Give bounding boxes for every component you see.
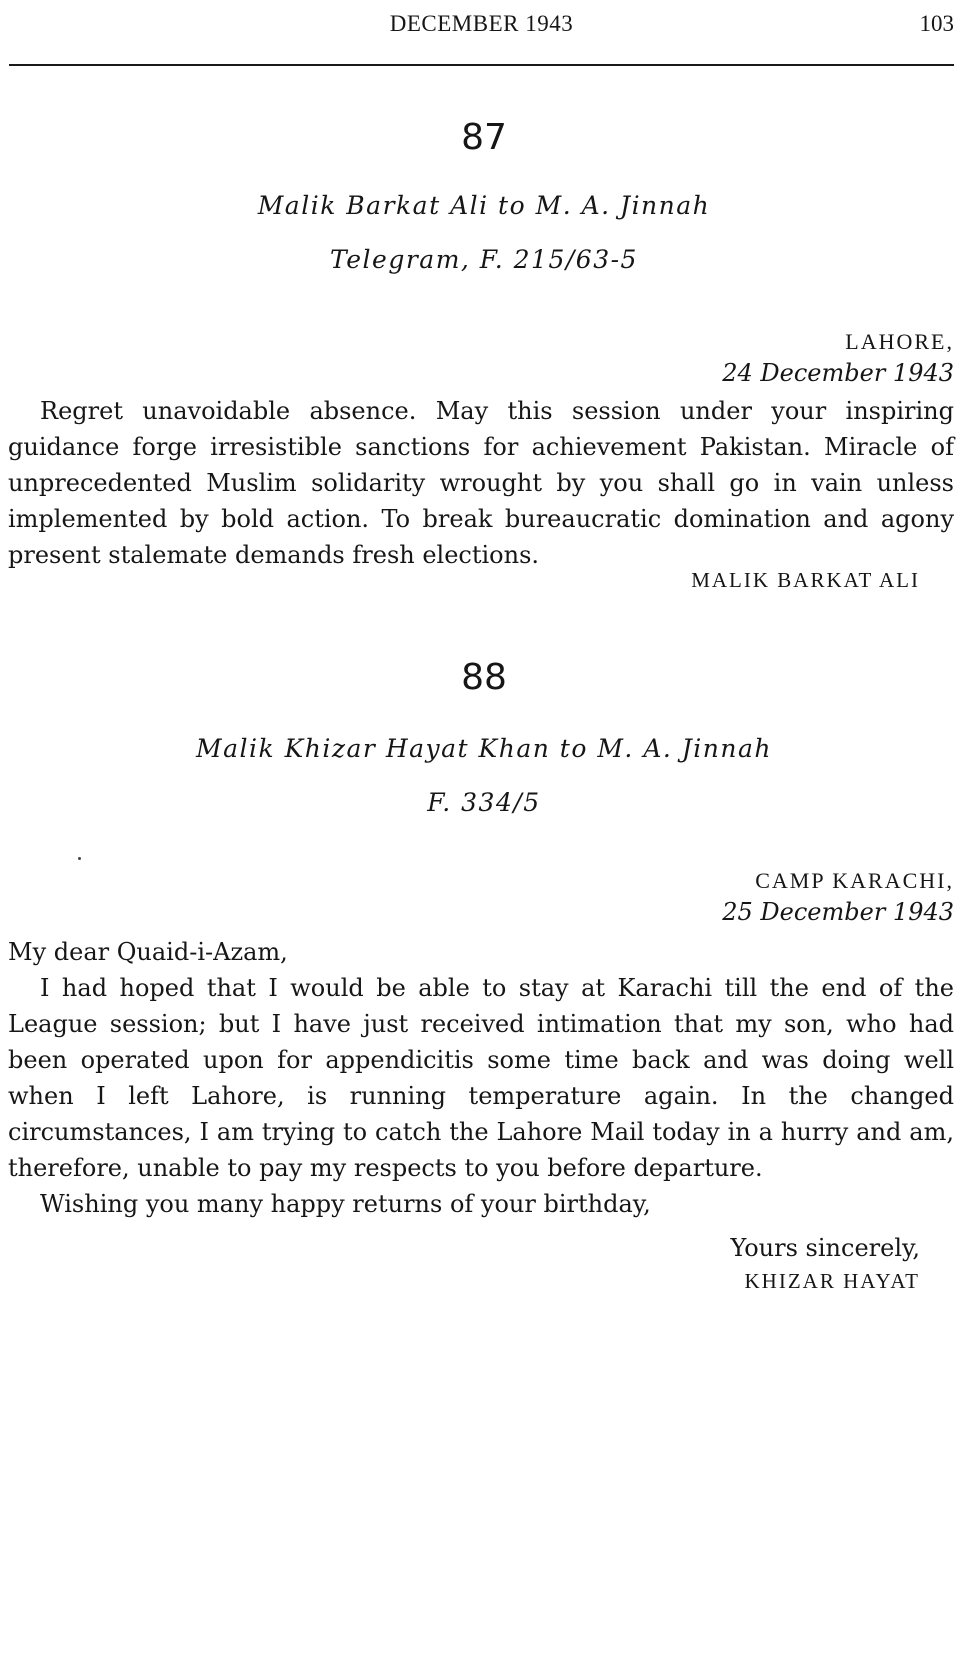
- document-reference: Telegram, F. 215/63-5: [330, 245, 638, 274]
- document-place: CAMP KARACHI,: [755, 868, 954, 893]
- letter-paragraph: I had hoped that I would be able to stay at Karachi till the end of the League session; but I have just received intimation that my son, who had been operated upon for appendicitis some time back and was doing well when I left Lahore, is running temperature again. In the changed circumstances, I am trying to catch the Lahore Mail today in a hurry and am, therefore, unable to pay my respects to you before departure.: [8, 974, 954, 1182]
- signature: KHIZAR HAYAT: [744, 1269, 920, 1293]
- running-title: DECEMBER 1943: [389, 11, 574, 36]
- document-reference: F. 334/5: [427, 788, 541, 817]
- document-date: 24 December 1943: [722, 359, 954, 387]
- document-number: 88: [461, 657, 507, 698]
- signature: MALIK BARKAT ALI: [691, 568, 920, 592]
- document-heading: Malik Barkat Ali to M. A. Jinnah: [257, 191, 711, 220]
- running-head: [9, 0, 954, 42]
- telegram-text: Regret unavoidable absence. May this session under your inspiring guidance forge irresistible sanctions for achievement Pakistan. Miracle of unprecedented Muslim solidarity wrought by you shall go in vain unless implemented by bold action. To break bureaucratic domination and agony present stalemate demands fresh elections.: [8, 397, 954, 569]
- letter-paragraph: Wishing you many happy returns of your birthday,: [40, 1190, 651, 1218]
- document-place: LAHORE,: [845, 329, 954, 354]
- document-number: 87: [461, 117, 507, 158]
- closing: Yours sincerely,: [730, 1234, 920, 1262]
- header-rule: [9, 64, 954, 66]
- salutation: My dear Quaid-i-Azam,: [8, 938, 288, 966]
- document-date: 25 December 1943: [722, 898, 954, 926]
- page-number: 103: [919, 11, 954, 36]
- document-heading: Malik Khizar Hayat Khan to M. A. Jinnah: [195, 734, 772, 763]
- print-speck: [78, 857, 81, 860]
